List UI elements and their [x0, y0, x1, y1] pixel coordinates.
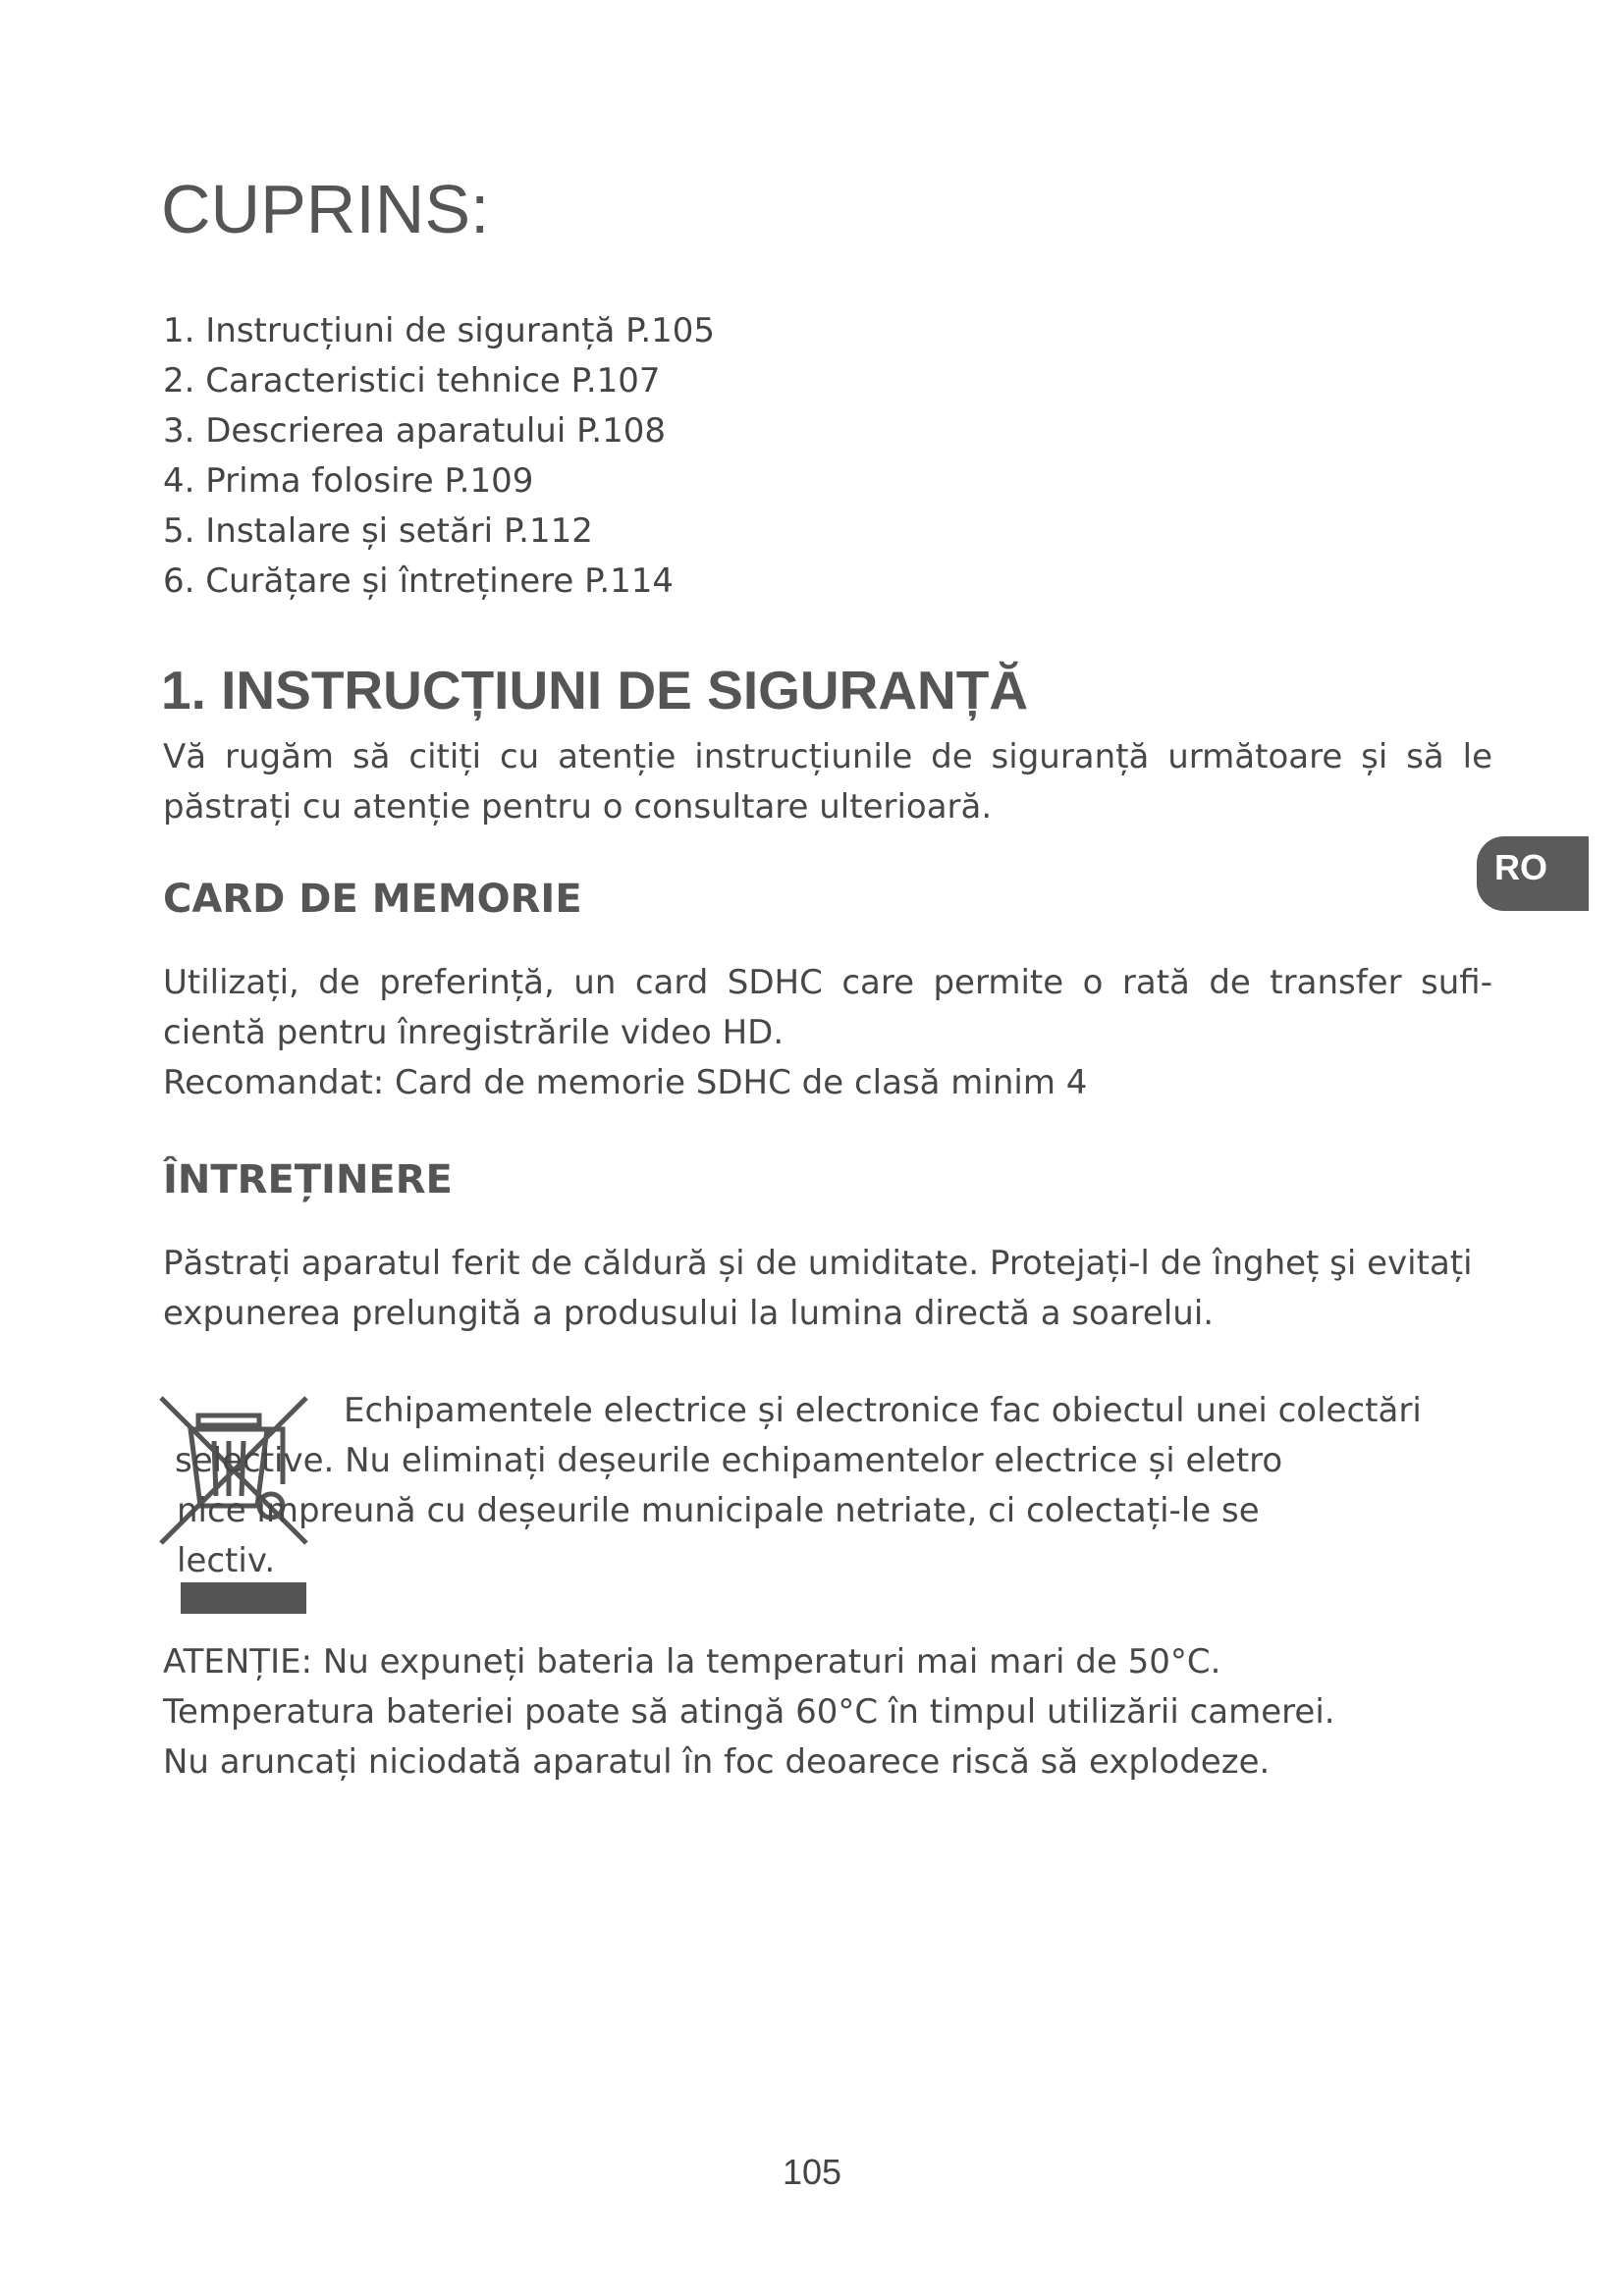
weee-text-line: selective. Nu eliminați deșeurile echipamentelor electrice și eletro: [175, 1441, 1283, 1480]
language-tab: RO: [1477, 836, 1589, 911]
memory-card-heading: CARD DE MEMORIE: [163, 877, 582, 922]
section-intro: [163, 732, 1492, 832]
toc-item: 1. Instrucțiuni de siguranță P.105: [163, 311, 716, 350]
toc-item: 6. Curățare și întreținere P.114: [163, 561, 675, 601]
memory-card-line: Recomandat: Card de memorie SDHC de clasă minim 4: [163, 1063, 1088, 1102]
page-number: 105: [782, 2152, 842, 2192]
toc-item: 3. Descrierea aparatului P.108: [163, 411, 666, 451]
intro-line: Vă rugăm să citiți cu atenție instrucțiunile de siguranță următoare și să le: [163, 737, 1492, 776]
maintenance-line: Păstrați aparatul ferit de căldură și de umiditate. Protejați-l de îngheț şi evitați: [163, 1244, 1473, 1283]
toc-item: 4. Prima folosire P.109: [163, 461, 534, 501]
maintenance-heading: ÎNTREȚINERE: [163, 1157, 453, 1202]
maintenance-text: [163, 1239, 1492, 1339]
memory-card-text: [163, 958, 1492, 1108]
intro-line: păstrați cu atenție pentru o consultare ulterioară.: [163, 787, 993, 827]
table-of-contents: [163, 306, 715, 607]
warning-line: ATENȚIE: Nu expuneți bateria la temperaturi mai mari de 50°C.: [163, 1642, 1221, 1682]
memory-card-line: cientă pentru înregistrările video HD.: [163, 1013, 785, 1052]
warning-line: Nu aruncați niciodată aparatul în foc deoarece riscă să explodeze.: [163, 1742, 1271, 1782]
contents-title: CUPRINS:: [161, 171, 490, 247]
memory-card-line: Utilizați, de preferință, un card SDHC care permite o rată de transfer sufi-: [163, 963, 1492, 1002]
battery-warning: [163, 1637, 1492, 1788]
weee-text-line: lectiv.: [177, 1541, 276, 1580]
weee-text-line: Echipamentele electrice și electronice fac obiectul unei colectări: [344, 1391, 1422, 1430]
toc-item: 5. Instalare și setări P.112: [163, 511, 593, 551]
section-title: 1. INSTRUCȚIUNI DE SIGURANȚĂ: [161, 660, 1029, 721]
toc-item: 2. Caracteristici tehnice P.107: [163, 361, 661, 400]
warning-line: Temperatura bateriei poate să atingă 60°C în timpul utilizării camerei.: [163, 1692, 1335, 1732]
maintenance-line: expunerea prelungită a produsului la lumina directă a soarelui.: [163, 1294, 1215, 1333]
weee-text-line: nice împreună cu deșeurile municipale netriate, ci colectați-le se: [177, 1491, 1260, 1530]
